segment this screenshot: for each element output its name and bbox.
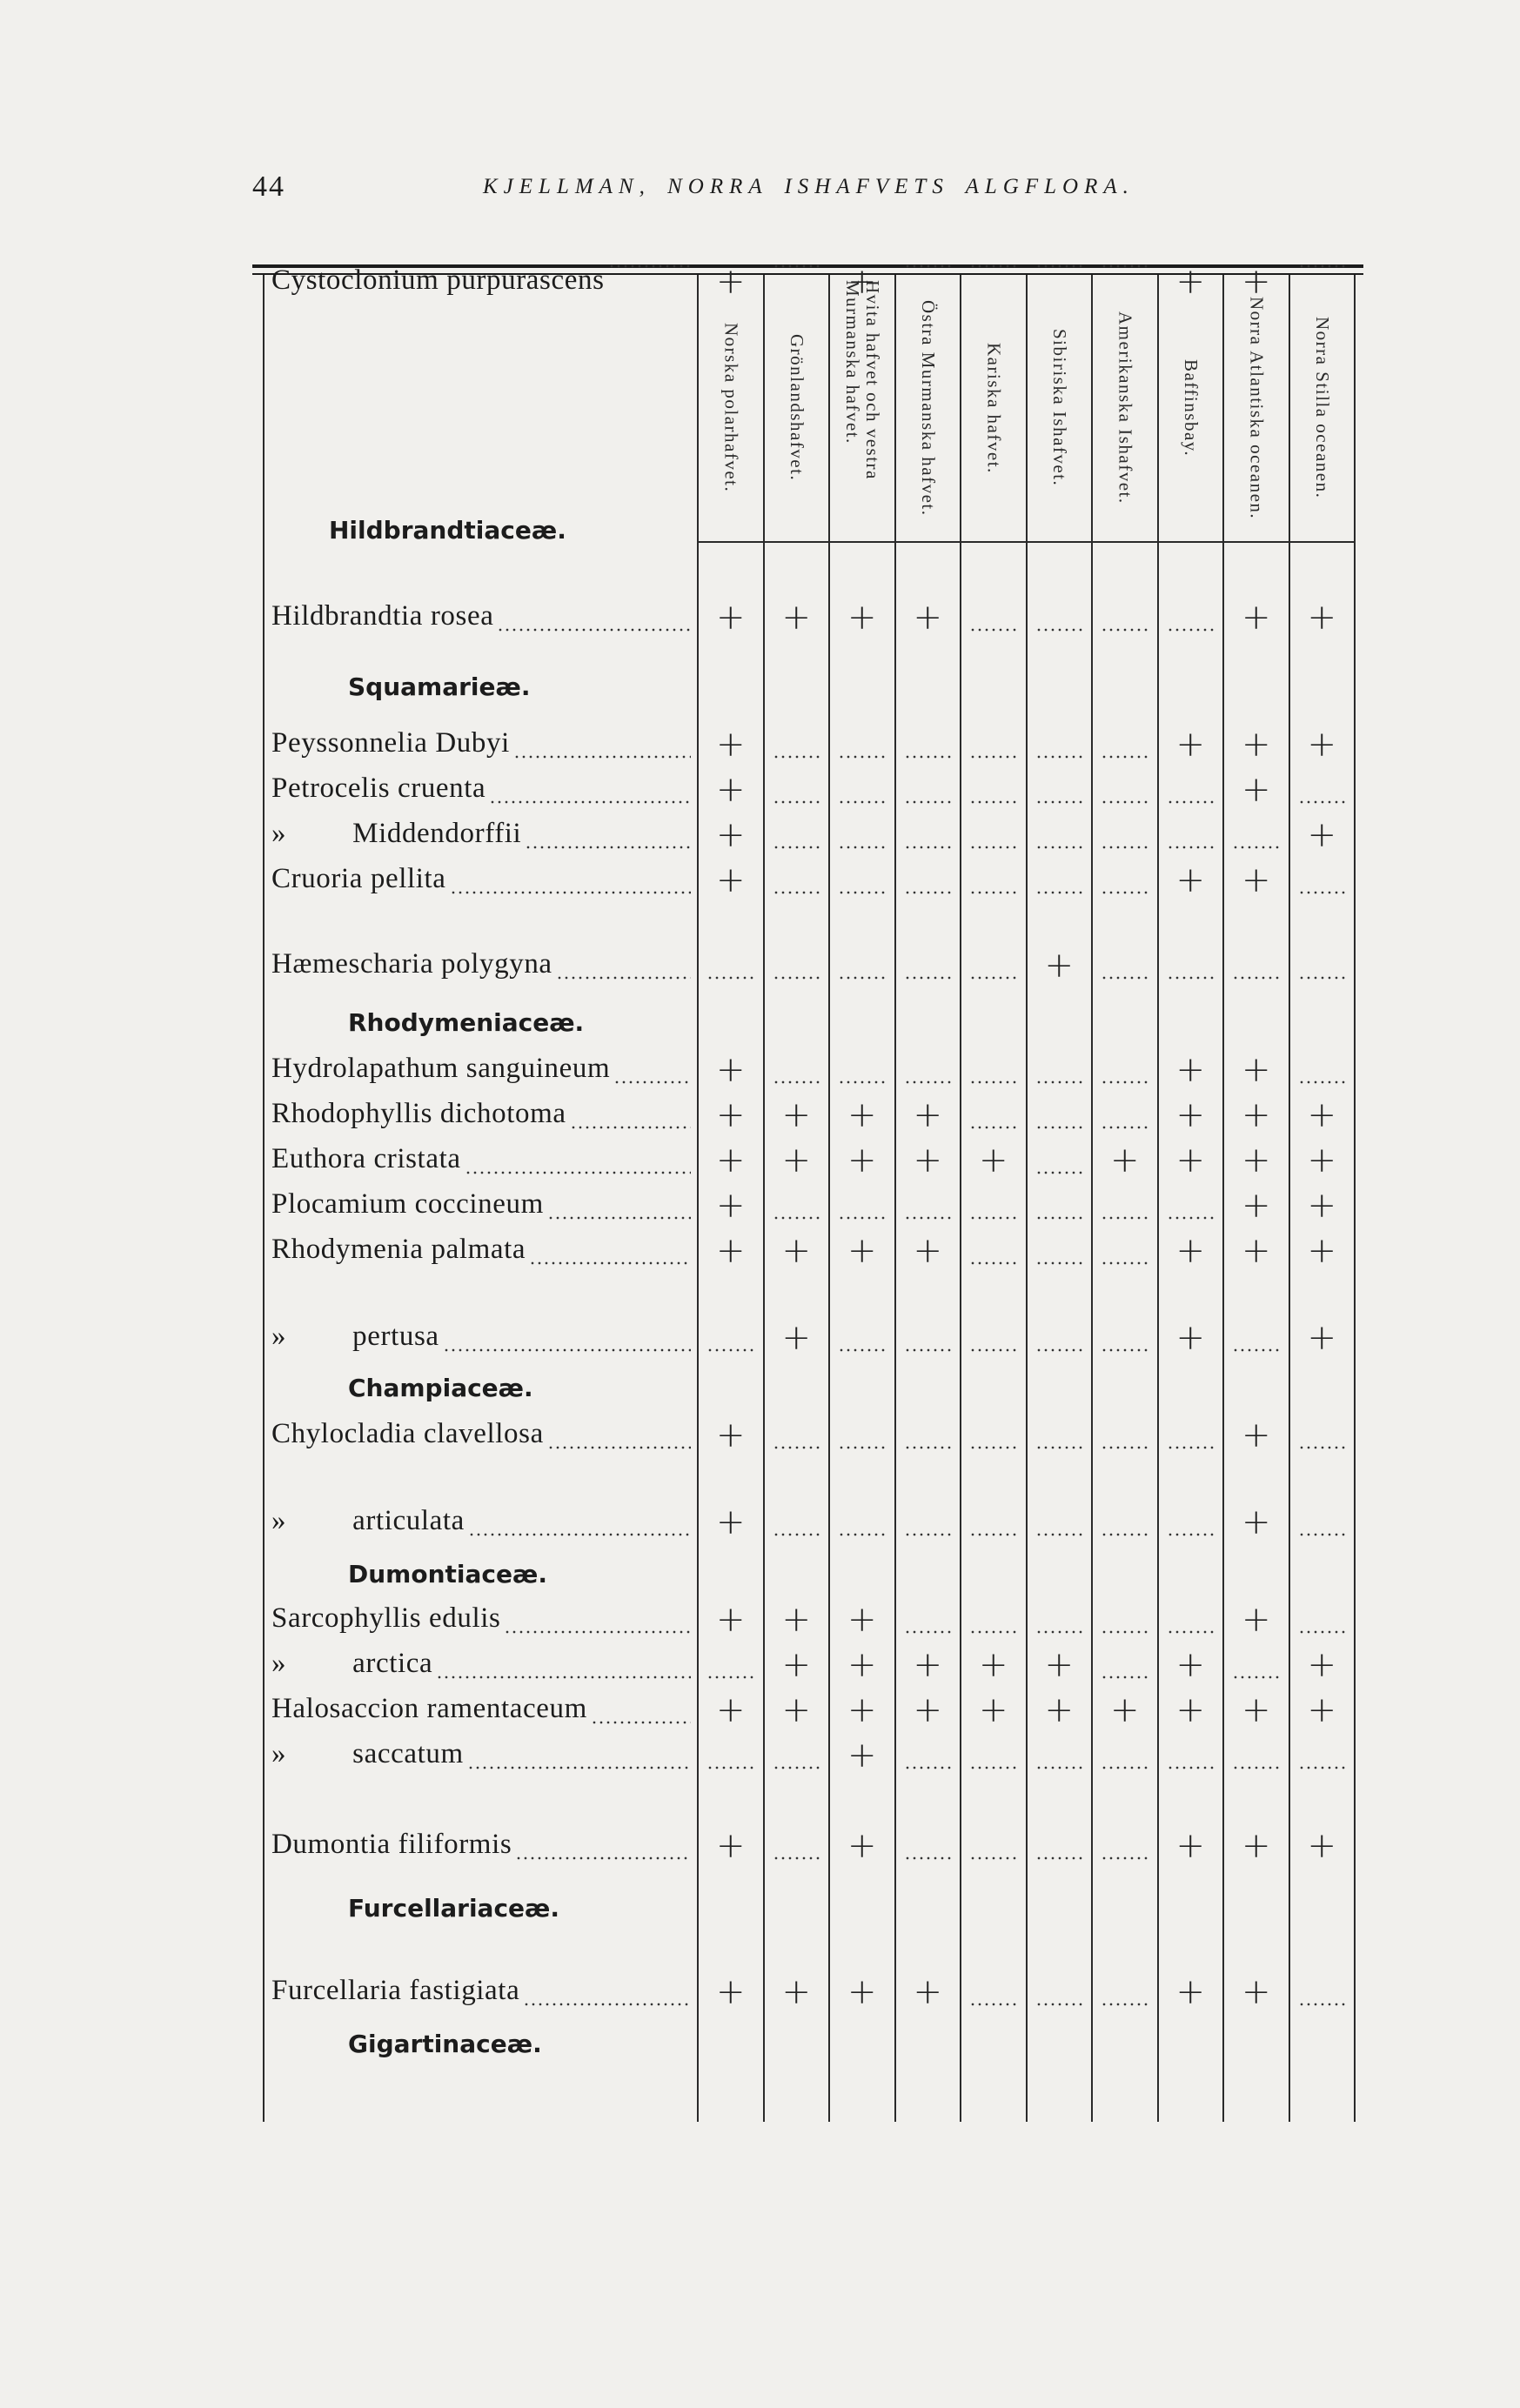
absence-dots bbox=[904, 1630, 953, 1634]
species-name: Chylocladia clavellosa bbox=[271, 1418, 544, 1449]
absence-dots bbox=[838, 800, 887, 804]
page-header bbox=[252, 171, 1296, 205]
absence-dots bbox=[904, 264, 953, 268]
presence-mark: + bbox=[847, 1095, 877, 1135]
absence-dots bbox=[1035, 264, 1084, 268]
presence-mark: + bbox=[781, 1600, 811, 1640]
absence-dots bbox=[904, 1080, 953, 1084]
leader-dots bbox=[523, 2003, 691, 2006]
absence-dots bbox=[969, 891, 1018, 894]
absence-dots bbox=[1035, 800, 1084, 804]
absence-dots bbox=[1232, 846, 1281, 849]
presence-mark: + bbox=[847, 1600, 877, 1640]
column-header bbox=[961, 280, 1027, 536]
absence-dots bbox=[1298, 1630, 1347, 1634]
species-name: Cruoria pellita bbox=[271, 863, 446, 894]
presence-mark: + bbox=[1307, 598, 1336, 638]
absence-dots bbox=[1035, 1080, 1084, 1084]
absence-dots bbox=[969, 628, 1018, 632]
absence-dots bbox=[773, 1533, 821, 1536]
presence-mark: + bbox=[715, 725, 746, 765]
absence-dots bbox=[773, 891, 821, 894]
absence-dots bbox=[1298, 1533, 1347, 1536]
presence-mark: + bbox=[715, 1972, 746, 2012]
table-left-border bbox=[263, 275, 264, 2122]
presence-mark: + bbox=[715, 262, 746, 302]
absence-dots bbox=[1232, 976, 1281, 980]
absence-dots bbox=[904, 1856, 953, 1860]
species-name: » pertusa bbox=[271, 1321, 439, 1352]
presence-mark: + bbox=[1175, 860, 1205, 900]
absence-dots bbox=[1101, 755, 1149, 759]
column-header bbox=[1158, 280, 1224, 536]
absence-dots bbox=[1035, 1171, 1084, 1174]
leader-dots bbox=[497, 628, 691, 632]
absence-dots bbox=[1101, 1080, 1149, 1084]
absence-dots bbox=[1167, 1630, 1215, 1634]
absence-dots bbox=[838, 891, 887, 894]
presence-mark: + bbox=[1307, 1690, 1336, 1730]
column-divider bbox=[828, 275, 830, 2122]
absence-dots bbox=[1035, 1348, 1084, 1352]
absence-dots bbox=[969, 800, 1018, 804]
absence-dots bbox=[1101, 1676, 1149, 1679]
absence-dots bbox=[1101, 1856, 1149, 1860]
column-divider bbox=[1289, 275, 1290, 2122]
family-heading: Squamarieæ. bbox=[348, 672, 531, 701]
family-heading: Champiaceæ. bbox=[348, 1374, 533, 1402]
column-header-label: Kariska hafvet. bbox=[983, 342, 1005, 474]
absence-dots bbox=[1167, 846, 1215, 849]
presence-mark: + bbox=[1175, 1050, 1205, 1090]
presence-mark: + bbox=[1175, 1690, 1205, 1730]
family-heading: Dumontiaceæ. bbox=[348, 1560, 547, 1589]
absence-dots bbox=[904, 1766, 953, 1769]
absence-dots bbox=[838, 1216, 887, 1220]
family-heading: Gigartinaceæ. bbox=[348, 2030, 542, 2058]
absence-dots bbox=[1101, 1446, 1149, 1449]
absence-dots bbox=[1167, 1533, 1215, 1536]
absence-dots bbox=[969, 976, 1018, 980]
presence-mark: + bbox=[1175, 262, 1205, 302]
running-title: KJELLMAN, NORRA ISHAFVETS ALGFLORA. bbox=[483, 175, 1135, 198]
leader-dots bbox=[547, 1446, 691, 1449]
absence-dots bbox=[904, 1216, 953, 1220]
column-header-label: Norska polarhafvet. bbox=[720, 323, 742, 493]
presence-mark: + bbox=[1241, 1600, 1271, 1640]
absence-dots bbox=[1035, 1446, 1084, 1449]
column-header-label: Grönlandshafvet. bbox=[786, 334, 807, 482]
absence-dots bbox=[773, 1216, 821, 1220]
presence-mark: + bbox=[1307, 1318, 1336, 1358]
absence-dots bbox=[1298, 1080, 1347, 1084]
presence-mark: + bbox=[1175, 725, 1205, 765]
absence-dots bbox=[969, 755, 1018, 759]
absence-dots bbox=[1167, 800, 1215, 804]
presence-mark: + bbox=[913, 1690, 942, 1730]
absence-dots bbox=[1035, 1630, 1084, 1634]
presence-mark: + bbox=[913, 1645, 942, 1685]
absence-dots bbox=[969, 2003, 1018, 2006]
presence-mark: + bbox=[913, 1140, 942, 1181]
leader-dots bbox=[515, 1856, 691, 1860]
presence-mark: + bbox=[1241, 1415, 1271, 1455]
species-name: Cystoclonium purpurascens bbox=[271, 264, 605, 296]
absence-dots bbox=[1035, 846, 1084, 849]
species-name: Halosaccion ramentaceum bbox=[271, 1693, 587, 1724]
column-header-label: Amerikanska Ishafvet. bbox=[1115, 311, 1136, 505]
leader-dots bbox=[556, 976, 691, 980]
absence-dots bbox=[838, 846, 887, 849]
presence-mark: + bbox=[781, 1318, 811, 1358]
absence-dots bbox=[1035, 628, 1084, 632]
absence-dots bbox=[969, 1630, 1018, 1634]
absence-dots bbox=[969, 846, 1018, 849]
species-name: Plocamium coccineum bbox=[271, 1188, 544, 1220]
absence-dots bbox=[1101, 1126, 1149, 1129]
presence-mark: + bbox=[1175, 1140, 1205, 1181]
absence-dots bbox=[773, 1080, 821, 1084]
absence-dots bbox=[1035, 2003, 1084, 2006]
presence-mark: + bbox=[1307, 725, 1336, 765]
leader-dots bbox=[570, 1126, 691, 1129]
presence-mark: + bbox=[715, 860, 746, 900]
absence-dots bbox=[1298, 1766, 1347, 1769]
presence-mark: + bbox=[1307, 1140, 1336, 1181]
species-name: Dumontia filiformis bbox=[271, 1829, 512, 1860]
leader-dots bbox=[504, 1630, 691, 1634]
column-header bbox=[1027, 280, 1093, 536]
absence-dots bbox=[1101, 2003, 1149, 2006]
leader-dots bbox=[529, 1261, 691, 1265]
presence-mark: + bbox=[715, 1186, 746, 1226]
absence-dots bbox=[773, 976, 821, 980]
absence-dots bbox=[1101, 628, 1149, 632]
absence-dots bbox=[1298, 2003, 1347, 2006]
absence-dots bbox=[969, 1533, 1018, 1536]
absence-dots bbox=[838, 755, 887, 759]
column-header-label: Sibiriska Ishafvet. bbox=[1048, 329, 1070, 487]
absence-dots bbox=[1101, 800, 1149, 804]
leader-dots bbox=[591, 1721, 691, 1724]
leader-dots bbox=[468, 1533, 691, 1536]
column-divider bbox=[1222, 275, 1224, 2122]
presence-mark: + bbox=[1241, 1972, 1271, 2012]
absence-dots bbox=[969, 1261, 1018, 1265]
presence-mark: + bbox=[847, 262, 877, 302]
column-divider bbox=[1157, 275, 1159, 2122]
absence-dots bbox=[1298, 1446, 1347, 1449]
presence-mark: + bbox=[715, 1826, 746, 1866]
presence-mark: + bbox=[1307, 1231, 1336, 1271]
absence-dots bbox=[1167, 1446, 1215, 1449]
absence-dots bbox=[838, 976, 887, 980]
absence-dots bbox=[1035, 755, 1084, 759]
presence-mark: + bbox=[1109, 1690, 1140, 1730]
absence-dots bbox=[1101, 976, 1149, 980]
species-name: Rhodymenia palmata bbox=[271, 1234, 526, 1265]
presence-mark: + bbox=[1044, 1690, 1074, 1730]
presence-mark: + bbox=[1241, 262, 1271, 302]
species-name: Petrocelis cruenta bbox=[271, 773, 486, 804]
absence-dots bbox=[773, 846, 821, 849]
absence-dots bbox=[706, 1348, 755, 1352]
column-header-label: Hvita hafvet och vestra Murmanska hafvet. bbox=[841, 280, 883, 480]
presence-mark: + bbox=[1241, 1095, 1271, 1135]
leader-dots bbox=[513, 755, 691, 759]
absence-dots bbox=[1101, 1216, 1149, 1220]
presence-mark: + bbox=[978, 1645, 1008, 1685]
absence-dots bbox=[706, 1676, 755, 1679]
presence-mark: + bbox=[847, 1736, 877, 1776]
absence-dots bbox=[969, 1348, 1018, 1352]
column-header-label: Norra Atlantiska oceanen. bbox=[1246, 296, 1268, 520]
column-header bbox=[1223, 280, 1289, 536]
presence-mark: + bbox=[781, 1231, 811, 1271]
absence-dots bbox=[1101, 1766, 1149, 1769]
column-divider bbox=[1026, 275, 1028, 2122]
species-name: Hydrolapathum sanguineum bbox=[271, 1053, 611, 1084]
presence-mark: + bbox=[1307, 1826, 1336, 1866]
presence-mark: + bbox=[978, 1140, 1008, 1181]
absence-dots bbox=[1035, 1766, 1084, 1769]
absence-dots bbox=[969, 264, 1018, 268]
family-heading: Hildbrandtiaceæ. bbox=[329, 516, 566, 545]
absence-dots bbox=[969, 1126, 1018, 1129]
leader-dots bbox=[547, 1216, 691, 1220]
absence-dots bbox=[1101, 846, 1149, 849]
presence-mark: + bbox=[715, 1690, 746, 1730]
leader-dots bbox=[450, 891, 691, 894]
absence-dots bbox=[1035, 1533, 1084, 1536]
presence-mark: + bbox=[847, 598, 877, 638]
absence-dots bbox=[1298, 976, 1347, 980]
column-header-label: Norra Stilla oceanen. bbox=[1311, 317, 1333, 499]
presence-mark: + bbox=[1175, 1826, 1205, 1866]
presence-mark: + bbox=[781, 598, 811, 638]
absence-dots bbox=[1035, 1126, 1084, 1129]
absence-dots bbox=[904, 800, 953, 804]
leader-dots bbox=[525, 846, 691, 849]
absence-dots bbox=[1101, 264, 1149, 268]
absence-dots bbox=[1232, 1676, 1281, 1679]
absence-dots bbox=[773, 800, 821, 804]
presence-mark: + bbox=[1044, 1645, 1074, 1685]
presence-mark: + bbox=[913, 1972, 942, 2012]
presence-mark: + bbox=[1241, 1050, 1271, 1090]
species-name: » arctica bbox=[271, 1648, 433, 1679]
family-heading: Rhodymeniaceæ. bbox=[348, 1008, 585, 1037]
species-name: Sarcophyllis edulis bbox=[271, 1602, 501, 1634]
absence-dots bbox=[969, 1856, 1018, 1860]
species-name: » articulata bbox=[271, 1505, 465, 1536]
distribution-table bbox=[252, 264, 1366, 2130]
absence-dots bbox=[1167, 976, 1215, 980]
presence-mark: + bbox=[1307, 1186, 1336, 1226]
absence-dots bbox=[1101, 1348, 1149, 1352]
column-divider bbox=[697, 275, 699, 2122]
species-name: Rhodophyllis dichotoma bbox=[271, 1098, 566, 1129]
absence-dots bbox=[1298, 264, 1347, 268]
absence-dots bbox=[773, 1446, 821, 1449]
species-name: Euthora cristata bbox=[271, 1143, 461, 1174]
column-header bbox=[764, 280, 830, 536]
species-name: Furcellaria fastigiata bbox=[271, 1975, 520, 2006]
leader-dots bbox=[489, 800, 691, 804]
leader-dots bbox=[467, 1766, 691, 1769]
absence-dots bbox=[838, 1533, 887, 1536]
presence-mark: + bbox=[1241, 598, 1271, 638]
absence-dots bbox=[969, 1080, 1018, 1084]
species-name: Peyssonnelia Dubyi bbox=[271, 727, 510, 759]
absence-dots bbox=[1101, 891, 1149, 894]
column-header-label: Östra Murmanska hafvet. bbox=[917, 299, 939, 517]
page-number: 44 bbox=[252, 171, 285, 203]
absence-dots bbox=[1035, 1856, 1084, 1860]
presence-mark: + bbox=[1241, 1186, 1271, 1226]
absence-dots bbox=[969, 1766, 1018, 1769]
presence-mark: + bbox=[1175, 1645, 1205, 1685]
species-name: » saccatum bbox=[271, 1738, 464, 1769]
absence-dots bbox=[904, 1348, 953, 1352]
presence-mark: + bbox=[913, 1095, 942, 1135]
presence-mark: + bbox=[1307, 1095, 1336, 1135]
family-heading: Furcellariaceæ. bbox=[348, 1894, 560, 1923]
leader-dots bbox=[443, 1348, 691, 1352]
column-divider bbox=[960, 275, 961, 2122]
column-header bbox=[698, 280, 764, 536]
presence-mark: + bbox=[1175, 1318, 1205, 1358]
presence-mark: + bbox=[1241, 1826, 1271, 1866]
column-divider bbox=[763, 275, 765, 2122]
absence-dots bbox=[1101, 1630, 1149, 1634]
presence-mark: + bbox=[781, 1690, 811, 1730]
presence-mark: + bbox=[1241, 1140, 1271, 1181]
presence-mark: + bbox=[1307, 815, 1336, 855]
presence-mark: + bbox=[847, 1140, 877, 1181]
absence-dots bbox=[969, 1216, 1018, 1220]
absence-dots bbox=[904, 755, 953, 759]
presence-mark: + bbox=[715, 1095, 746, 1135]
leader-dots bbox=[436, 1676, 691, 1679]
absence-dots bbox=[1035, 1216, 1084, 1220]
absence-dots bbox=[1035, 1261, 1084, 1265]
presence-mark: + bbox=[715, 1231, 746, 1271]
absence-dots bbox=[904, 846, 953, 849]
presence-mark: + bbox=[781, 1095, 811, 1135]
absence-dots bbox=[1298, 800, 1347, 804]
absence-dots bbox=[773, 1766, 821, 1769]
absence-dots bbox=[904, 1446, 953, 1449]
presence-mark: + bbox=[1175, 1231, 1205, 1271]
leader-dots bbox=[465, 1171, 691, 1174]
presence-mark: + bbox=[847, 1690, 877, 1730]
presence-mark: + bbox=[715, 598, 746, 638]
absence-dots bbox=[1232, 1766, 1281, 1769]
absence-dots bbox=[838, 1446, 887, 1449]
absence-dots bbox=[706, 976, 755, 980]
absence-dots bbox=[969, 1446, 1018, 1449]
absence-dots bbox=[904, 976, 953, 980]
presence-mark: + bbox=[913, 1231, 942, 1271]
absence-dots bbox=[773, 1856, 821, 1860]
column-header-label: Baffinsbay. bbox=[1180, 358, 1202, 458]
presence-mark: + bbox=[1044, 946, 1074, 986]
presence-mark: + bbox=[715, 1140, 746, 1181]
presence-mark: + bbox=[847, 1826, 877, 1866]
column-divider bbox=[894, 275, 896, 2122]
presence-mark: + bbox=[715, 815, 746, 855]
column-divider bbox=[1354, 275, 1356, 2122]
absence-dots bbox=[904, 891, 953, 894]
column-divider bbox=[1091, 275, 1093, 2122]
presence-mark: + bbox=[715, 770, 746, 810]
presence-mark: + bbox=[715, 1502, 746, 1542]
presence-mark: + bbox=[847, 1231, 877, 1271]
absence-dots bbox=[773, 264, 821, 268]
absence-dots bbox=[1167, 1766, 1215, 1769]
presence-mark: + bbox=[1109, 1140, 1140, 1181]
column-header bbox=[1092, 280, 1158, 536]
species-name: Hildbrandtia rosea bbox=[271, 600, 494, 632]
absence-dots bbox=[773, 755, 821, 759]
absence-dots bbox=[1101, 1533, 1149, 1536]
presence-mark: + bbox=[847, 1645, 877, 1685]
column-header bbox=[895, 280, 961, 536]
presence-mark: + bbox=[913, 598, 942, 638]
absence-dots bbox=[1167, 1216, 1215, 1220]
absence-dots bbox=[1035, 891, 1084, 894]
species-name: Hæmescharia polygyna bbox=[271, 948, 552, 980]
presence-mark: + bbox=[1175, 1972, 1205, 2012]
species-name: » Middendorffii bbox=[271, 818, 522, 849]
presence-mark: + bbox=[715, 1050, 746, 1090]
presence-mark: + bbox=[1241, 1231, 1271, 1271]
presence-mark: + bbox=[1241, 860, 1271, 900]
absence-dots bbox=[838, 1348, 887, 1352]
presence-mark: + bbox=[781, 1140, 811, 1181]
presence-mark: + bbox=[1241, 1690, 1271, 1730]
absence-dots bbox=[904, 1533, 953, 1536]
column-header bbox=[1289, 280, 1356, 536]
absence-dots bbox=[1167, 628, 1215, 632]
leader-dots bbox=[608, 264, 691, 268]
presence-mark: + bbox=[1307, 1645, 1336, 1685]
presence-mark: + bbox=[1175, 1095, 1205, 1135]
leader-dots bbox=[613, 1080, 691, 1084]
column-header bbox=[829, 280, 895, 536]
presence-mark: + bbox=[715, 1600, 746, 1640]
presence-mark: + bbox=[978, 1690, 1008, 1730]
presence-mark: + bbox=[1241, 770, 1271, 810]
absence-dots bbox=[1101, 1261, 1149, 1265]
presence-mark: + bbox=[1241, 725, 1271, 765]
presence-mark: + bbox=[847, 1972, 877, 2012]
presence-mark: + bbox=[781, 1645, 811, 1685]
absence-dots bbox=[1298, 891, 1347, 894]
absence-dots bbox=[706, 1766, 755, 1769]
absence-dots bbox=[1232, 1348, 1281, 1352]
presence-mark: + bbox=[1241, 1502, 1271, 1542]
presence-mark: + bbox=[715, 1415, 746, 1455]
absence-dots bbox=[838, 1080, 887, 1084]
presence-mark: + bbox=[781, 1972, 811, 2012]
